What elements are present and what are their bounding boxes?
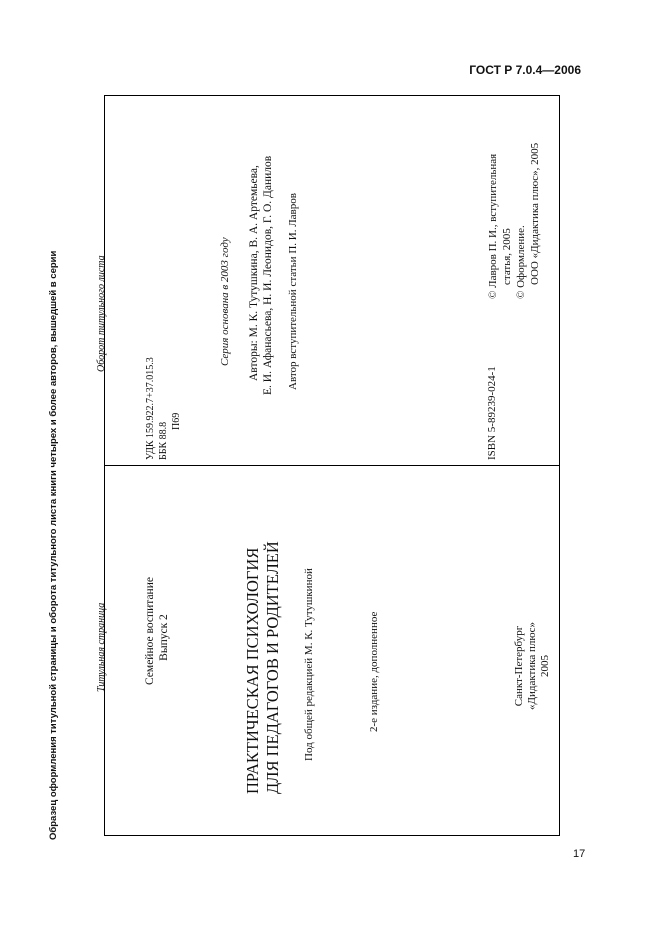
page-number: 17 [573, 848, 586, 860]
title-page-caption: Титульная страница [96, 602, 107, 692]
series-block [143, 577, 171, 685]
author-sign: П69 [171, 412, 182, 430]
imprint-city: Санкт-Петербург [513, 625, 525, 707]
page-divider [104, 465, 560, 466]
imprint-block [513, 597, 552, 735]
book-title-line-1: ПРАКТИЧЕСКАЯ ПСИХОЛОГИЯ [243, 547, 262, 794]
standard-header: ГОСТ Р 7.0.4—2006 [469, 63, 581, 77]
intro-author: Автор вступительной статьи П. И. Лавров [287, 193, 299, 390]
copyright-2-line-1: © Оформление. [515, 225, 527, 299]
book-title-line-2: ДЛЯ ПЕДАГОГОВ И РОДИТЕЛЕЙ [263, 541, 282, 794]
side-caption: Образец оформления титульной страницы и оборота титульного листа книги четырех и более авторов, вышедшей в серии [48, 250, 59, 840]
authors-line-2: Е. И. Афанасьева, Н. И. Леонидов, Г. О. Данилов [262, 155, 274, 395]
copyright-block [486, 143, 542, 299]
issue-number: Выпуск 2 [158, 614, 170, 661]
copyright-1-line-2: статья, 2005 [501, 228, 513, 285]
imprint-publisher: «Дидактика плюс» [526, 621, 538, 711]
bbk-code: ББК 88.8 [158, 421, 169, 460]
isbn: ISBN 5-89239-024-1 [486, 366, 498, 460]
authors-block [247, 156, 275, 395]
editor-line: Под общей редакцией М. К. Тутушкиной [303, 568, 315, 761]
authors-line-1: Авторы: М. К. Тутушкина, В. А. Артемьева, [248, 165, 260, 381]
copyright-1-line-1: © Лавров П. И., вступительная [487, 153, 499, 299]
udk-code: УДК 159.922.7+37.015.3 [145, 357, 156, 460]
reverse-page-caption: Оборот титульного листа [96, 255, 107, 372]
series-note: Серия основана в 2003 году [219, 237, 231, 366]
series-name: Семейное воспитание [144, 577, 156, 685]
copyright-2-line-2: ООО «Дидактика плюс», 2005 [529, 142, 541, 285]
book-title [243, 541, 283, 794]
edition-line: 2-е издание, дополненное [368, 611, 380, 732]
classification-block [144, 357, 183, 460]
imprint-year: 2005 [539, 655, 551, 677]
